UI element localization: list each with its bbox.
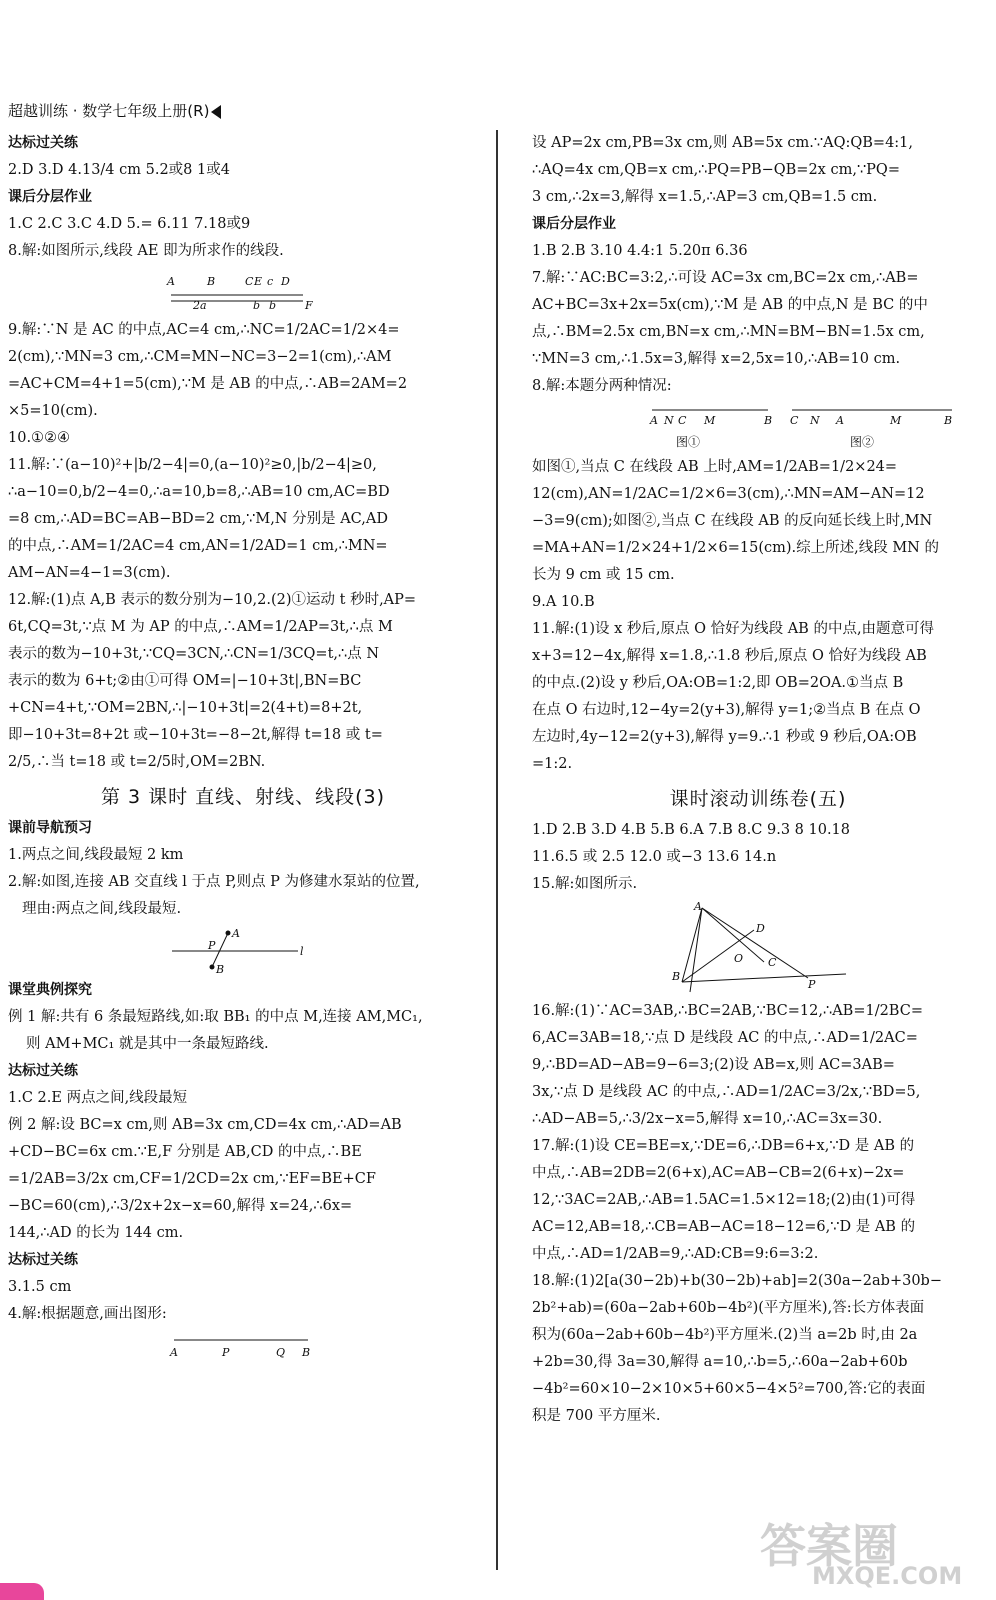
text-line: 中点,∴AD=1/2AB=9,∴AD:CB=9:6=3:2.	[532, 1246, 819, 1262]
text-line: +2b=30,得 3a=30,解得 a=10,∴b=5,∴60a−2ab+60b	[532, 1354, 908, 1370]
answer-line: 11.6.5 或 2.5 12.0 或−3 13.6 14.n	[532, 849, 777, 865]
answer-line: 1.D 2.B 3.D 4.B 5.B 6.A 7.B 8.C 9.3 8 10.18	[532, 822, 851, 838]
page-number-tab	[0, 1583, 44, 1600]
fig-label: B	[944, 414, 953, 427]
fig-label: A	[232, 927, 240, 940]
section-heading: 达标过关练	[8, 1252, 78, 1268]
text-line: =1/2AB=3/2x cm,CF=1/2CD=2x cm,∵EF=BE+CF	[8, 1171, 376, 1187]
text-line: ∵MN=3 cm,∴1.5x=3,解得 x=2,5x=10,∴AB=10 cm.	[532, 351, 901, 367]
fig-label: O	[734, 952, 744, 965]
fig-label: C	[768, 956, 777, 969]
triangle-figure	[658, 902, 858, 994]
fig-label: B	[672, 970, 681, 983]
lesson-title: 第 3 课时 直线、射线、线段(3)	[100, 786, 386, 808]
text-line: 点,∴BM=2.5x cm,BN=x cm,∴MN=BM−BN=1.5x cm,	[532, 324, 925, 340]
text-line: 2.解:如图,连接 AB 交直线 l 于点 P,则点 P 为修建水泵站的位置,	[8, 874, 420, 890]
watermark-logo: 答案圈	[760, 1519, 898, 1573]
text-line: 则 AM+MC₁ 就是其中一条最短路线.	[26, 1036, 269, 1052]
text-line: 表示的数为−10+3t,∵CQ=3CN,∴CN=1/3CQ=t,∴点 N	[8, 646, 380, 662]
problem-12	[8, 587, 478, 776]
answer-line: 10.①②④	[8, 430, 71, 446]
answer-line: 8.解:本题分两种情况:	[532, 378, 672, 394]
text-line: 理由:两点之间,线段最短.	[22, 901, 182, 917]
watermark-url: MXQE.COM	[812, 1562, 963, 1590]
text-line: 7.解:∵AC:BC=3:2,∴可设 AC=3x cm,BC=2x cm,∴AB=	[532, 270, 919, 286]
text-line: 18.解:(1)2[a(30−2b)+b(30−2b)+ab]=2(30a−2ab+30b−	[532, 1273, 942, 1289]
answer-line: 4.解:根据题意,画出图形:	[8, 1306, 167, 1322]
fig-label: Q	[276, 1346, 286, 1359]
answer-line: 9.A 10.B	[532, 594, 595, 610]
segment-figure-1	[163, 269, 323, 313]
text-line: −4b²=60×10−2×10×5+60×5−4×5²=700,答:它的表面	[532, 1381, 926, 1397]
text-line: 积是 700 平方厘米.	[532, 1408, 661, 1424]
text-line: ×5=10(cm).	[8, 403, 98, 419]
answer-line: 1.B 2.B 3.10 4.4:1 5.20π 6.36	[532, 243, 748, 259]
text-line: 3x,∵点 D 是线段 AC 的中点,∴AD=1/2AC=3/2x,∵BD=5,	[532, 1084, 921, 1100]
right-column	[532, 130, 984, 1430]
text-line: 例 2 解:设 BC=x cm,则 AB=3x cm,CD=4x cm,∴AD=AB	[8, 1117, 402, 1133]
section-heading: 课后分层作业	[532, 216, 616, 232]
fig-label: N	[664, 414, 674, 427]
fig-label: A	[167, 275, 175, 288]
fig-label: B	[207, 275, 216, 288]
text-line: 11.解:∵(a−10)²+|b/2−4|=0,(a−10)²≥0,|b/2−4|≥0,	[8, 457, 377, 473]
answer-line: 1.C 2.E 两点之间,线段最短	[8, 1090, 188, 1106]
text-line: 12,∵3AC=2AB,∴AB=1.5AC=1.5×12=18;(2)由(1)可得	[532, 1192, 916, 1208]
text-line: 6t,CQ=3t,∵点 M 为 AP 的中点,∴AM=1/2AP=3t,∴点 M	[8, 619, 393, 635]
text-line: 12.解:(1)点 A,B 表示的数分别为−10,2.(2)①运动 t 秒时,AP=	[8, 592, 417, 608]
segment-figure-apqb	[168, 1332, 318, 1360]
text-line: −3=9(cm);如图②,当点 C 在线段 AB 的反向延长线上时,MN	[532, 513, 933, 529]
text-line: ∴a−10=0,b/2−4=0,∴a=10,b=8,∴AB=10 cm,AC=BD	[8, 484, 390, 500]
text-line: 2/5,∴当 t=18 或 t=2/5时,OM=2BN.	[8, 754, 266, 770]
problem-18	[532, 1268, 984, 1430]
fig-label: P	[808, 978, 816, 991]
text-line: 2b²+ab)=(60a−2ab+60b−4b²)(平方厘米),答:长方体表面	[532, 1300, 925, 1316]
fig-label: l	[300, 945, 304, 958]
fig-caption: 图①	[676, 435, 701, 449]
fig-label: A	[694, 900, 702, 913]
problem-9	[8, 317, 478, 425]
pump-station-figure	[168, 927, 318, 976]
fig-label: N	[810, 414, 820, 427]
text-line: 在点 O 右边时,12−4y=2(y+3),解得 y=1;②当点 B 在点 O	[532, 702, 921, 718]
problem-11	[8, 452, 478, 587]
triangle-marker-icon	[211, 105, 221, 119]
text-line: 11.解:(1)设 x 秒后,原点 O 恰好为线段 AB 的中点,由题意可得	[532, 621, 935, 637]
text-line: 的中点,∴AM=1/2AC=4 cm,AN=1/2AD=1 cm,∴MN=	[8, 538, 388, 554]
text-line: 12(cm),AN=1/2AC=1/2×6=3(cm),∴MN=AM−AN=12	[532, 486, 925, 502]
text-line: 的中点.(2)设 y 秒后,OA:OB=1:2,即 OB=2OA.①当点 B	[532, 675, 904, 691]
text-line: AC+BC=3x+2x=5x(cm),∵M 是 AB 的中点,N 是 BC 的中	[532, 297, 928, 313]
text-line: ∴AD−AB=5,∴3/2x−x=5,解得 x=10,∴AC=3x=30.	[532, 1111, 883, 1127]
fig-label: C	[790, 414, 799, 427]
fig-label: A	[650, 414, 658, 427]
problem-16	[532, 998, 984, 1133]
fig-label: E	[254, 275, 263, 288]
fig-label: B	[216, 963, 225, 976]
section-heading: 达标过关练	[8, 1063, 78, 1079]
section-heading: 课前导航预习	[8, 820, 92, 836]
fig-label: b	[269, 299, 277, 312]
running-header: 超越训练 · 数学七年级上册(R)	[8, 100, 221, 121]
fig-label: C	[245, 275, 254, 288]
fig-label: B	[764, 414, 773, 427]
fig-caption: 图②	[850, 435, 875, 449]
text-line: 6,AC=3AB=18,∵点 D 是线段 AC 的中点,∴AD=1/2AC=	[532, 1030, 918, 1046]
problem-8b	[532, 454, 984, 589]
answer-line: 2.D 3.D 4.13/4 cm 5.2或8 1或4	[8, 162, 230, 178]
section-heading: 达标过关练	[8, 135, 78, 151]
fig-label: M	[704, 414, 716, 427]
text-line: 例 1 解:共有 6 条最短路线,如:取 BB₁ 的中点 M,连接 AM,MC₁,	[8, 1009, 423, 1025]
text-line: 如图①,当点 C 在线段 AB 上时,AM=1/2AB=1/2×24=	[532, 459, 898, 475]
answer-line: 8.解:如图所示,线段 AE 即为所求作的线段.	[8, 243, 284, 259]
text-line: 即−10+3t=8+2t 或−10+3t=−8−2t,解得 t=18 或 t=	[8, 727, 383, 743]
fig-label: c	[267, 275, 274, 288]
text-line: 9.解:∵N 是 AC 的中点,AC=4 cm,∴NC=1/2AC=1/2×4=	[8, 322, 400, 338]
text-line: 16.解:(1)∵AC=3AB,∴BC=2AB,∵BC=12,∴AB=1/2BC=	[532, 1003, 923, 1019]
text-line: +CD−BC=6x cm.∵E,F 分别是 AB,CD 的中点,∴BE	[8, 1144, 362, 1160]
problem-17	[532, 1133, 984, 1268]
text-line: 设 AP=2x cm,PB=3x cm,则 AB=5x cm.∵AQ:QB=4:1,	[532, 135, 914, 151]
fig-label: b	[253, 299, 261, 312]
problem-7	[532, 265, 984, 373]
fig-label: D	[756, 922, 765, 935]
text-line: AC=12,AB=18,∴CB=AB−AC=18−12=6,∵D 是 AB 的	[532, 1219, 916, 1235]
answer-line: 1.两点之间,线段最短 2 km	[8, 847, 184, 863]
example-2	[8, 1112, 478, 1247]
fig-label: P	[208, 939, 216, 952]
fig-label: D	[281, 275, 290, 288]
text-line: 2(cm),∵MN=3 cm,∴CM=MN−NC=3−2=1(cm),∴AM	[8, 349, 392, 365]
section-heading: 课后分层作业	[8, 189, 92, 205]
text-line: 17.解:(1)设 CE=BE=x,∵DE=6,∴DB=6+x,∵D 是 AB 的	[532, 1138, 915, 1154]
text-line: +CN=4+t,∵OM=2BN,∴|−10+3t|=2(4+t)=8+2t,	[8, 700, 363, 716]
text-line: =1:2.	[532, 756, 573, 772]
text-line: =AC+CM=4+1=5(cm),∵M 是 AB 的中点,∴AB=2AM=2	[8, 376, 408, 392]
text-line: x+3=12−4x,解得 x=1.8,∴1.8 秒后,原点 O 恰好为线段 AB	[532, 648, 927, 664]
text-line: =MA+AN=1/2×24+1/2×6=15(cm).综上所述,线段 MN 的	[532, 540, 939, 556]
fig-label: 2a	[193, 299, 207, 312]
test-title: 课时滚动训练卷(五)	[669, 788, 847, 810]
text-line: 中点,∴AB=2DB=2(6+x),AC=AB−CB=2(6+x)−2x=	[532, 1165, 905, 1181]
text-line: 左边时,4y−12=2(y+3),解得 y=9.∴1 秒或 9 秒后,OA:OB	[532, 729, 917, 745]
fig-label: B	[302, 1346, 311, 1359]
problem-11r	[532, 616, 984, 778]
fig-label: M	[890, 414, 902, 427]
fig-label: A	[170, 1346, 178, 1359]
section-heading: 课堂典例探究	[8, 982, 92, 998]
answer-line: 3.1.5 cm	[8, 1279, 72, 1295]
fig-label: C	[678, 414, 687, 427]
text-line: 144,∴AD 的长为 144 cm.	[8, 1225, 184, 1241]
column-divider	[496, 130, 498, 1570]
text-line: =8 cm,∴AD=BC=AB−BD=2 cm,∵M,N 分别是 AC,AD	[8, 511, 388, 527]
fig-label: P	[222, 1346, 230, 1359]
two-case-figure	[588, 404, 953, 450]
answer-line: 1.C 2.C 3.C 4.D 5.= 6.11 7.18或9	[8, 216, 251, 232]
text-line: ∴AQ=4x cm,QB=x cm,∴PQ=PB−QB=2x cm,∵PQ=	[532, 162, 900, 178]
fig-label: F	[305, 299, 313, 312]
text-line: 表示的数为 6+t;②由①可得 OM=|−10+3t|,BN=BC	[8, 673, 362, 689]
text-line: −BC=60(cm),∴3/2x+2x−x=60,解得 x=24,∴6x=	[8, 1198, 353, 1214]
text-line: 3 cm,∴2x=3,解得 x=1.5,∴AP=3 cm,QB=1.5 cm.	[532, 189, 878, 205]
fig-label: A	[836, 414, 844, 427]
text-line: 9,∴BD=AD−AB=9−6=3;(2)设 AB=x,则 AC=3AB=	[532, 1057, 895, 1073]
text-line: AM−AN=4−1=3(cm).	[8, 565, 171, 581]
text-line: 长为 9 cm 或 15 cm.	[532, 567, 675, 583]
left-column	[8, 130, 478, 1364]
text-line: 积为(60a−2ab+60b−4b²)平方厘米.(2)当 a=2b 时,由 2a	[532, 1327, 918, 1343]
answer-line: 15.解:如图所示.	[532, 876, 638, 892]
